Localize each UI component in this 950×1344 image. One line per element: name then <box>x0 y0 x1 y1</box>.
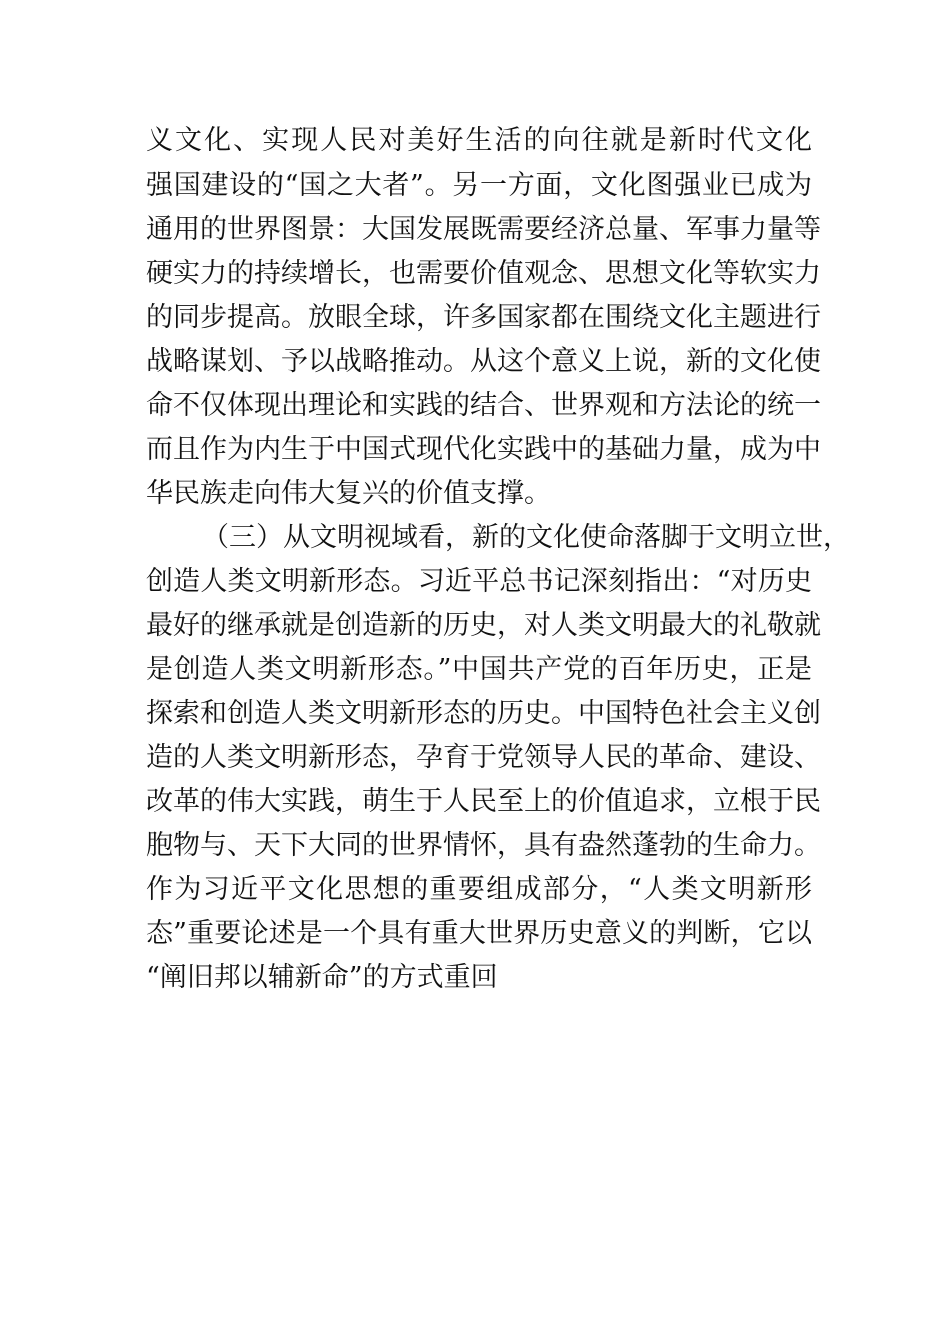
text-line: 作为习近平文化思想的重要组成部分，“人类文明新形 <box>146 874 812 905</box>
text-line: 硬实力的持续增长，也需要价值观念、思想文化等软实力 <box>146 258 821 289</box>
text-line: 是创造人类文明新形态。”中国共产党的百年历史，正是 <box>146 654 812 685</box>
text-line: 的同步提高。放眼全球，许多国家都在围绕文化主题进行 <box>146 302 821 333</box>
text-line: 通用的世界图景：大国发展既需要经济总量、军事力量等 <box>146 214 821 245</box>
text-line: 探索和创造人类文明新形态的历史。中国特色社会主义创 <box>146 698 821 729</box>
text-line: 强国建设的“国之大者”。另一方面，文化图强业已成为 <box>146 170 812 201</box>
text-line: 胞物与、天下大同的世界情怀，具有盎然蓬勃的生命力。 <box>146 830 821 861</box>
text-line: 义文化、实现人民对美好生活的向往就是新时代文化 <box>146 125 812 156</box>
section-heading-line: （三）从文明视域看，新的文化使命落脚于文明立世， <box>202 522 850 553</box>
text-line: 华民族走向伟大复兴的价值支撑。 <box>146 478 551 509</box>
text-line: 而且作为内生于中国式现代化实践中的基础力量，成为中 <box>146 434 821 465</box>
text-line: 战略谋划、予以战略推动。从这个意义上说，新的文化使 <box>146 346 821 377</box>
text-line: 改革的伟大实践，萌生于人民至上的价值追求，立根于民 <box>146 786 821 817</box>
text-line: 命不仅体现出理论和实践的结合、世界观和方法论的统一 <box>146 390 821 421</box>
text-line: 最好的继承就是创造新的历史，对人类文明最大的礼敬就 <box>146 610 821 641</box>
text-line: 造的人类文明新形态，孕育于党领导人民的革命、建设、 <box>146 742 821 773</box>
text-line: 态”重要论述是一个具有重大世界历史意义的判断，它以 <box>146 918 812 949</box>
text-line: “阐旧邦以辅新命”的方式重回 <box>146 962 498 993</box>
text-line: 创造人类文明新形态。习近平总书记深刻指出：“对历史 <box>146 566 812 597</box>
